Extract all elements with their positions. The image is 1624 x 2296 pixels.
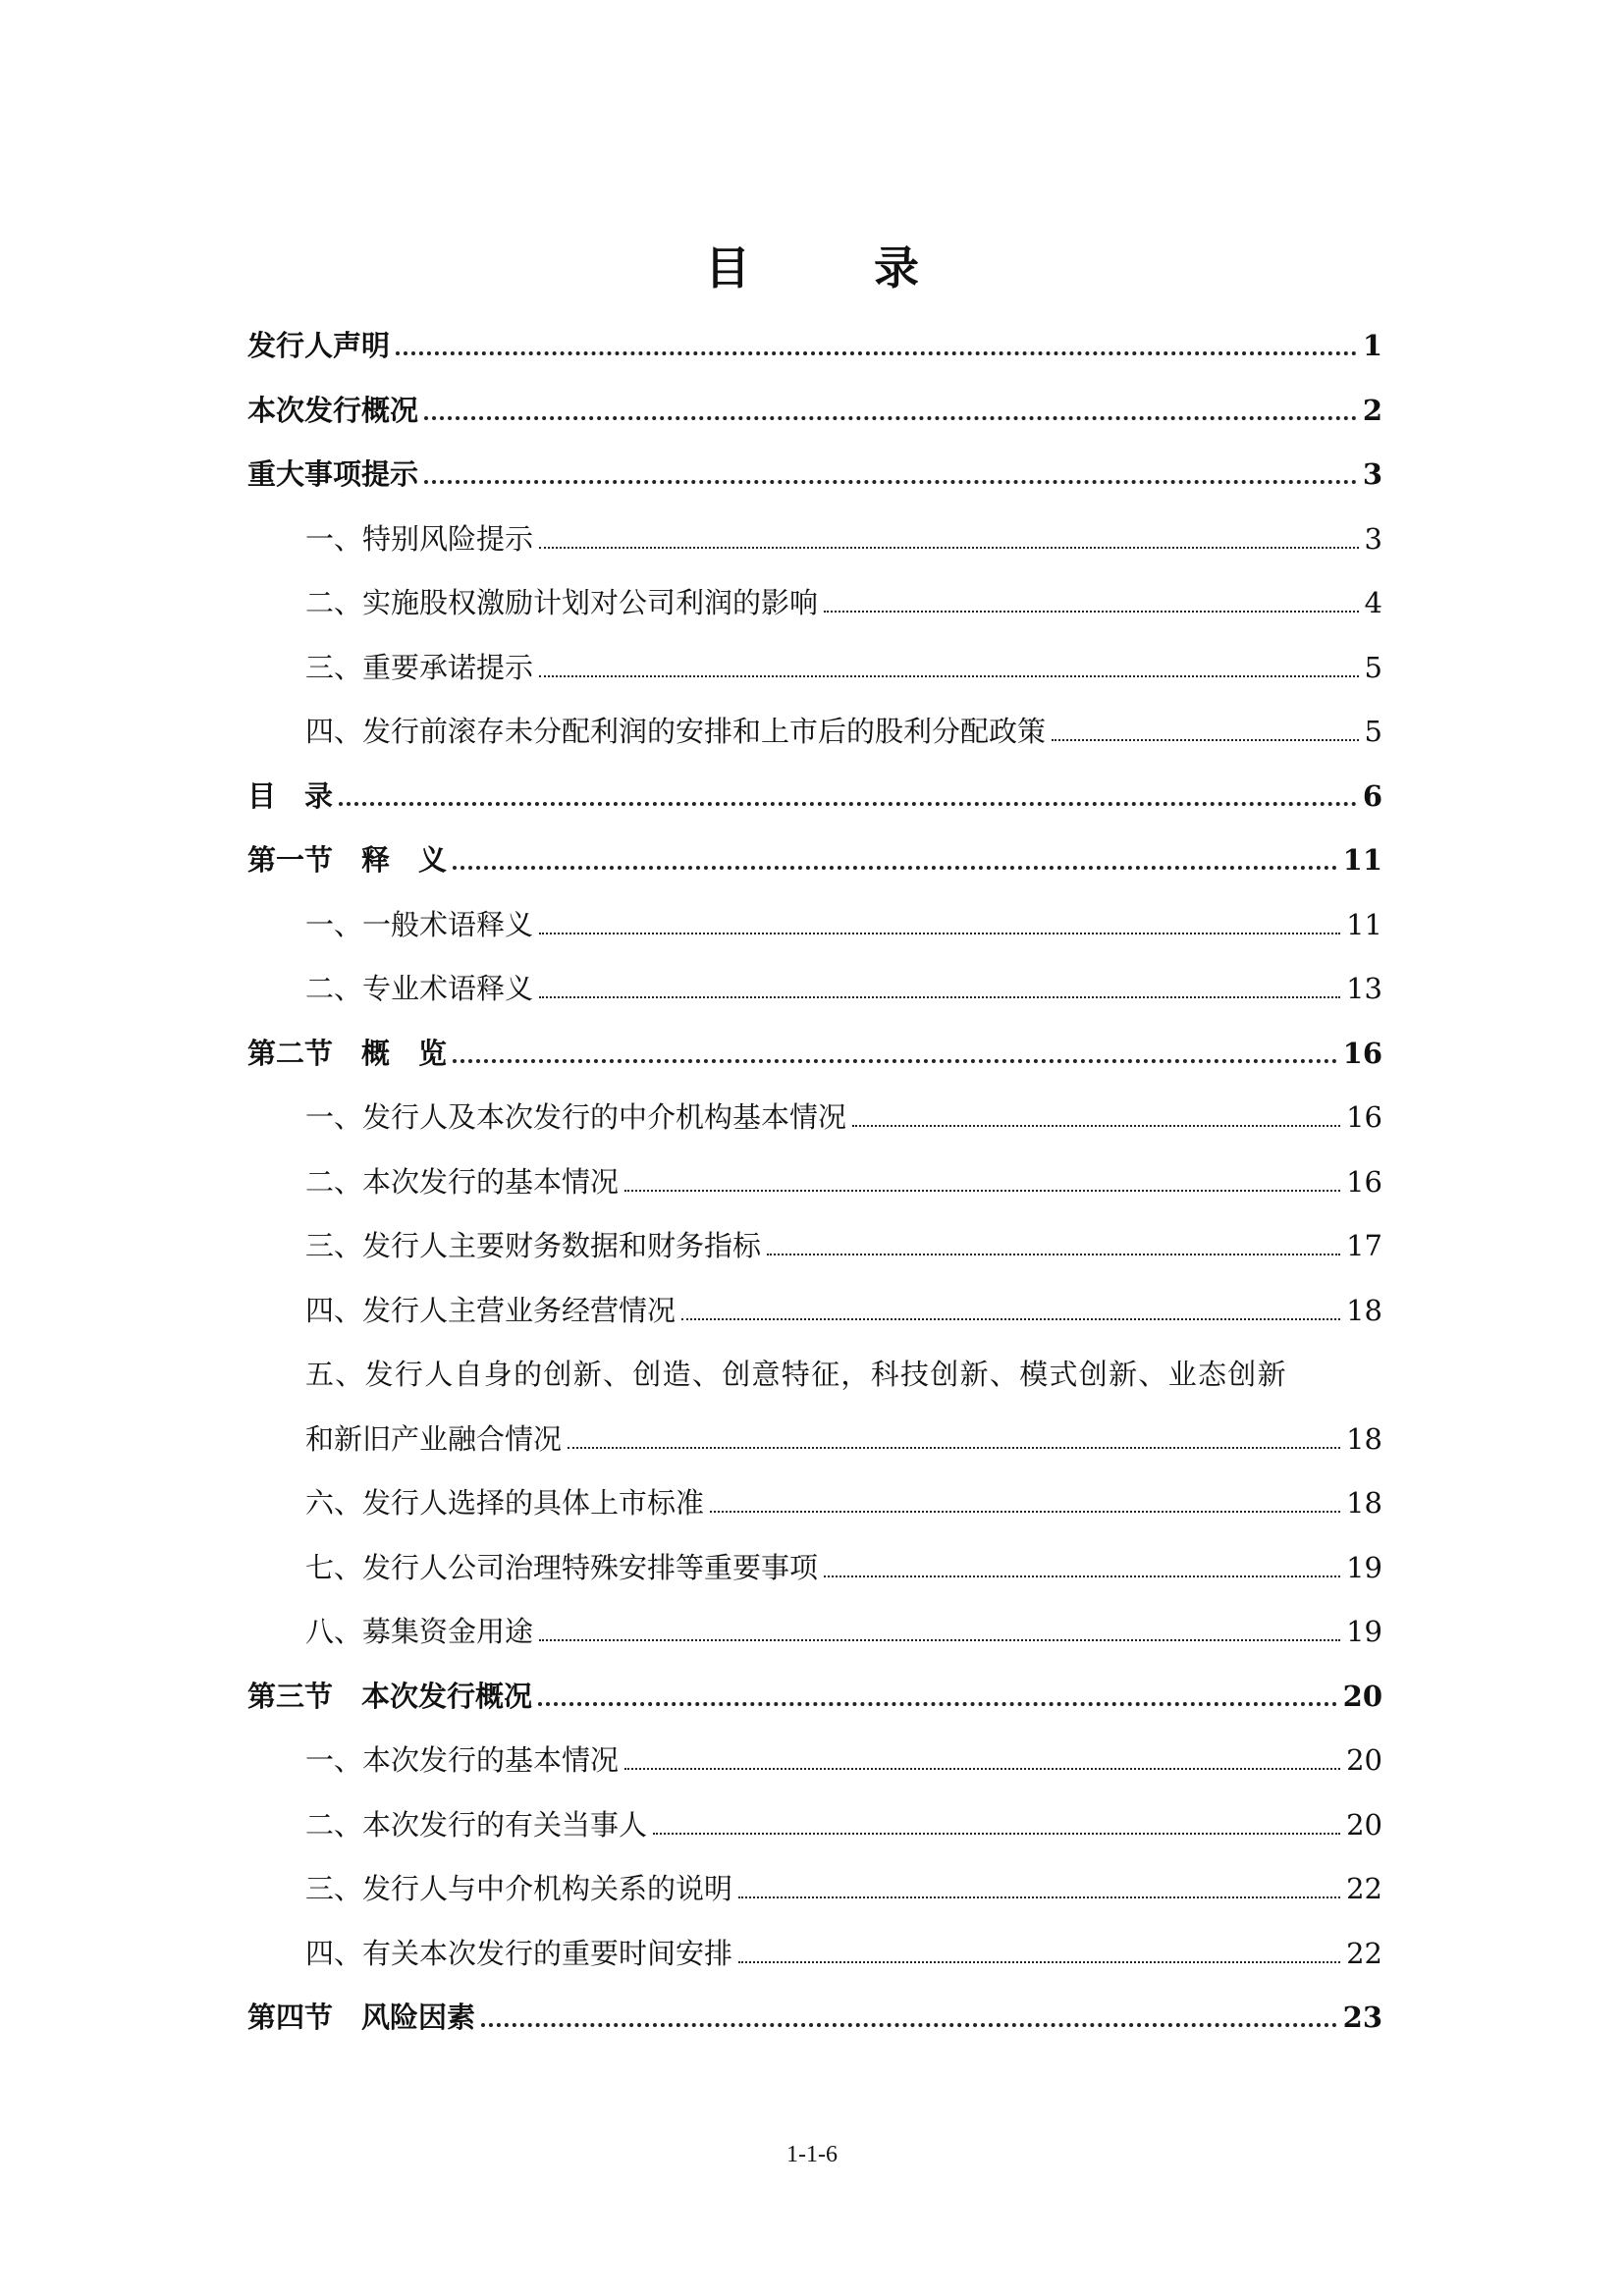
toc-entry[interactable]: [305, 1162, 1382, 1201]
toc-entry-title: 第四节 风险因素: [247, 2001, 476, 2034]
toc-entry[interactable]: [305, 1612, 1382, 1651]
page-title: 目 录: [705, 241, 958, 294]
leader-dots: [852, 1124, 1340, 1127]
toc-entry-title: 第一节 释 义: [247, 843, 448, 877]
toc-entry[interactable]: [305, 1355, 1382, 1394]
leader-dots: [396, 350, 1357, 355]
toc-entry[interactable]: [305, 1291, 1382, 1330]
toc-entry-page: 11: [1346, 907, 1382, 941]
toc-entry-page: 16: [1342, 1036, 1382, 1070]
toc-entry-title: 三、发行人与中介机构关系的说明: [305, 1872, 733, 1905]
leader-dots: [539, 995, 1340, 998]
toc-entry[interactable]: [305, 519, 1382, 559]
leader-dots: [339, 801, 1357, 806]
leader-dots: [539, 1638, 1340, 1641]
toc-entry[interactable]: [305, 1548, 1382, 1587]
toc-entry-title: 第二节 概 览: [247, 1036, 448, 1070]
page-number: 1-1-6: [786, 2142, 838, 2167]
toc-entry[interactable]: [305, 1869, 1382, 1908]
toc-entry-page: 2: [1362, 393, 1382, 427]
toc-entry-page: 19: [1346, 1615, 1382, 1648]
toc-entry-page: 13: [1346, 972, 1382, 1005]
toc-entry[interactable]: [247, 776, 1382, 816]
toc-entry-title: 三、重要承诺提示: [305, 650, 534, 684]
toc-entry-page: 20: [1346, 1807, 1382, 1842]
leader-dots: [539, 932, 1340, 934]
leader-dots: [710, 1510, 1340, 1513]
leader-dots: [824, 610, 1359, 613]
toc-entry[interactable]: [247, 1677, 1382, 1716]
toc-entry[interactable]: [305, 1740, 1382, 1780]
toc-entry-page: 22: [1346, 1936, 1382, 1970]
toc-entry[interactable]: [247, 454, 1382, 494]
toc-entry-title: 一、本次发行的基本情况: [305, 1743, 620, 1777]
toc-entry-title: 第三节 本次发行概况: [247, 1679, 533, 1713]
toc-entry-title: 三、发行人主要财务数据和财务指标: [305, 1229, 762, 1262]
toc-entry-page: 19: [1346, 1550, 1382, 1584]
leader-dots: [624, 1767, 1340, 1770]
leader-dots: [453, 865, 1337, 870]
leader-dots: [568, 1446, 1340, 1449]
toc-entry-page: 16: [1346, 1164, 1382, 1199]
toc-entry-title: 一、一般术语释义: [305, 907, 534, 941]
toc-entry[interactable]: [305, 1097, 1382, 1137]
toc-entry-title: 二、本次发行的有关当事人: [305, 1807, 648, 1842]
toc-entry[interactable]: [247, 1998, 1382, 2037]
toc-entry-title: 四、发行前滚存未分配利润的安排和上市后的股利分配政策: [305, 715, 1047, 748]
toc-entry[interactable]: [305, 712, 1382, 751]
toc-entry-title: 八、募集资金用途: [305, 1615, 534, 1648]
toc-entry-page: 11: [1342, 843, 1382, 877]
toc-entry[interactable]: [247, 326, 1382, 365]
toc-entry-page: 18: [1346, 1486, 1382, 1520]
leader-dots: [539, 674, 1359, 677]
leader-dots: [681, 1317, 1340, 1320]
toc-entry[interactable]: [305, 1483, 1382, 1522]
toc-entry[interactable]: [305, 905, 1382, 944]
toc-entry-page: 16: [1346, 1100, 1382, 1134]
toc-entry-page: 1: [1362, 329, 1382, 362]
toc-entry[interactable]: [247, 840, 1382, 880]
toc-entry-page: 23: [1342, 2001, 1382, 2034]
toc-entry-page: 5: [1364, 715, 1382, 748]
toc-entry-title: 二、实施股权激励计划对公司利润的影响: [305, 586, 819, 619]
toc-entry[interactable]: [247, 391, 1382, 430]
toc-entry-page: 20: [1342, 1679, 1382, 1713]
leader-dots: [424, 415, 1357, 420]
leader-dots: [424, 479, 1357, 484]
toc-entry-title: 一、特别风险提示: [305, 521, 534, 556]
toc-entry-page: 3: [1364, 521, 1382, 556]
toc-entry-page: 18: [1346, 1421, 1382, 1456]
toc-entry-title: 六、发行人选择的具体上市标准: [305, 1486, 705, 1520]
toc-entry[interactable]: [305, 1805, 1382, 1844]
toc-entry[interactable]: [305, 1934, 1382, 1973]
toc-entry-title: 二、专业术语释义: [305, 972, 534, 1005]
toc-entry[interactable]: [305, 648, 1382, 687]
toc-entry-page: 6: [1362, 778, 1382, 813]
toc-entry-page: 3: [1362, 457, 1382, 491]
toc-entry-title: 和新旧产业融合情况: [305, 1421, 563, 1456]
toc-entry-title: 发行人声明: [247, 329, 391, 362]
toc-entry-page: 17: [1346, 1229, 1382, 1262]
toc-entry-title: 二、本次发行的基本情况: [305, 1164, 620, 1199]
toc-entry-title: 四、发行人主营业务经营情况: [305, 1293, 677, 1327]
toc-entry-title: 四、有关本次发行的重要时间安排: [305, 1936, 733, 1970]
toc-entry-page: 20: [1346, 1743, 1382, 1777]
toc-entry-page: 4: [1364, 586, 1382, 619]
toc-entry[interactable]: [305, 1226, 1382, 1265]
toc-entry-title: 本次发行概况: [247, 393, 419, 427]
leader-dots: [539, 546, 1359, 549]
toc-entry-title: 七、发行人公司治理特殊安排等重要事项: [305, 1550, 819, 1584]
toc-entry[interactable]: [247, 1034, 1382, 1073]
toc-entry-page: 22: [1346, 1872, 1382, 1905]
leader-dots: [738, 1896, 1340, 1898]
toc-entry-title: 五、发行人自身的创新、创造、创意特征，科技创新、模式创新、业态创新: [305, 1358, 1287, 1391]
leader-dots: [824, 1575, 1340, 1577]
leader-dots: [624, 1189, 1340, 1192]
leader-dots: [453, 1058, 1337, 1063]
toc-entry[interactable]: [305, 969, 1382, 1008]
leader-dots: [481, 2022, 1337, 2027]
leader-dots: [767, 1253, 1340, 1255]
toc-entry-continuation[interactable]: [305, 1419, 1382, 1459]
toc-entry-title: 目 录: [247, 778, 334, 813]
toc-entry-page: 18: [1346, 1293, 1382, 1327]
toc-entry-title: 一、发行人及本次发行的中介机构基本情况: [305, 1100, 847, 1134]
leader-dots: [1052, 738, 1359, 741]
leader-dots: [538, 1701, 1337, 1706]
toc-entry-title: 重大事项提示: [247, 457, 419, 491]
toc-entry[interactable]: [305, 583, 1382, 622]
leader-dots: [653, 1832, 1340, 1835]
leader-dots: [738, 1960, 1340, 1963]
toc-entry-page: 5: [1364, 650, 1382, 684]
